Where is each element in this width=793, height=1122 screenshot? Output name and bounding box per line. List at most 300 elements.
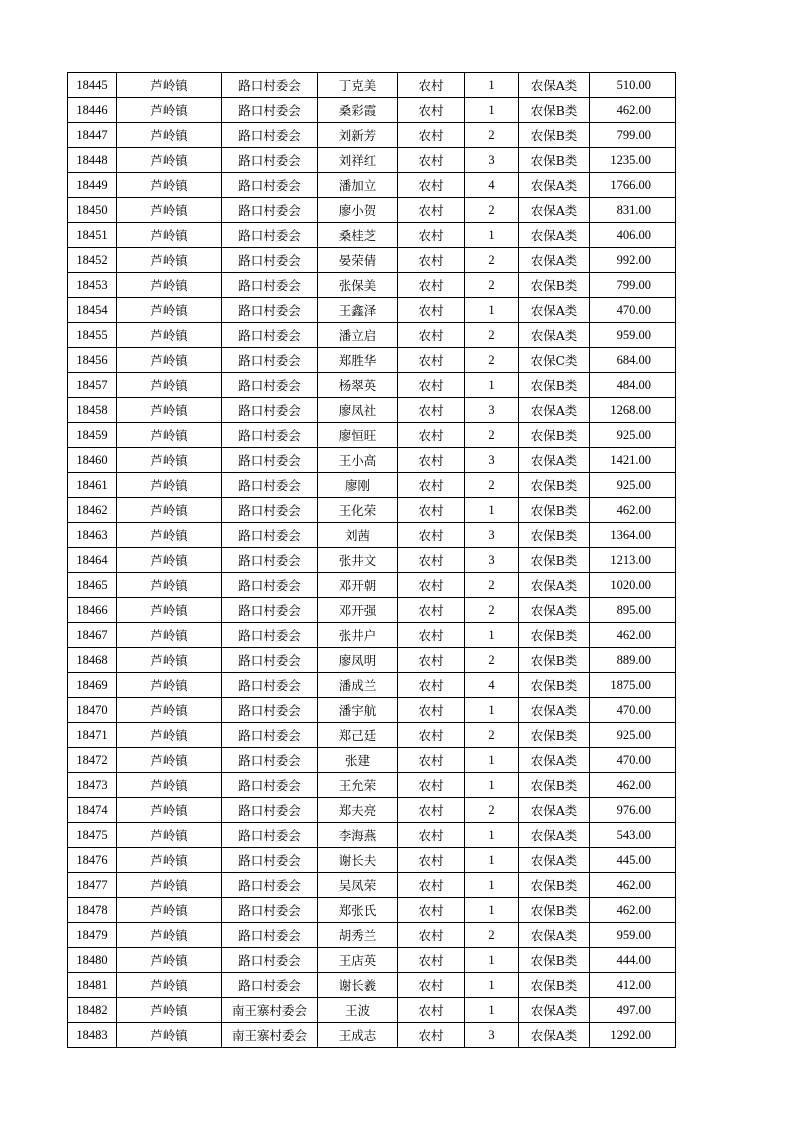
cell-town: 芦岭镇 xyxy=(117,723,222,748)
cell-category: 农保B类 xyxy=(519,473,590,498)
cell-id: 18447 xyxy=(68,123,117,148)
cell-town: 芦岭镇 xyxy=(117,848,222,873)
cell-id: 18475 xyxy=(68,823,117,848)
cell-area: 农村 xyxy=(398,123,465,148)
cell-town: 芦岭镇 xyxy=(117,548,222,573)
cell-area: 农村 xyxy=(398,773,465,798)
cell-town: 芦岭镇 xyxy=(117,973,222,998)
cell-town: 芦岭镇 xyxy=(117,223,222,248)
cell-id: 18462 xyxy=(68,498,117,523)
cell-category: 农保A类 xyxy=(519,923,590,948)
cell-amount: 470.00 xyxy=(590,298,676,323)
cell-count: 3 xyxy=(465,523,519,548)
cell-category: 农保C类 xyxy=(519,348,590,373)
cell-category: 农保B类 xyxy=(519,648,590,673)
cell-amount: 925.00 xyxy=(590,723,676,748)
cell-count: 1 xyxy=(465,748,519,773)
cell-amount: 889.00 xyxy=(590,648,676,673)
cell-category: 农保A类 xyxy=(519,73,590,98)
cell-town: 芦岭镇 xyxy=(117,998,222,1023)
cell-count: 2 xyxy=(465,273,519,298)
cell-amount: 1421.00 xyxy=(590,448,676,473)
cell-amount: 406.00 xyxy=(590,223,676,248)
cell-amount: 1364.00 xyxy=(590,523,676,548)
cell-committee: 路口村委会 xyxy=(222,798,318,823)
cell-name: 王允荣 xyxy=(318,773,398,798)
cell-id: 18453 xyxy=(68,273,117,298)
cell-town: 芦岭镇 xyxy=(117,273,222,298)
table-row xyxy=(68,398,676,423)
cell-category: 农保A类 xyxy=(519,798,590,823)
cell-committee: 路口村委会 xyxy=(222,123,318,148)
cell-name: 丁克美 xyxy=(318,73,398,98)
cell-count: 2 xyxy=(465,648,519,673)
cell-name: 刘新芳 xyxy=(318,123,398,148)
cell-name: 王化荣 xyxy=(318,498,398,523)
cell-amount: 462.00 xyxy=(590,773,676,798)
table-body xyxy=(68,73,676,1048)
cell-category: 农保B类 xyxy=(519,523,590,548)
cell-area: 农村 xyxy=(398,348,465,373)
cell-committee: 路口村委会 xyxy=(222,273,318,298)
cell-name: 王鑫泽 xyxy=(318,298,398,323)
cell-count: 3 xyxy=(465,398,519,423)
cell-area: 农村 xyxy=(398,548,465,573)
cell-area: 农村 xyxy=(398,623,465,648)
cell-town: 芦岭镇 xyxy=(117,773,222,798)
cell-id: 18457 xyxy=(68,373,117,398)
cell-area: 农村 xyxy=(398,448,465,473)
cell-category: 农保A类 xyxy=(519,298,590,323)
cell-name: 张井户 xyxy=(318,623,398,648)
cell-town: 芦岭镇 xyxy=(117,248,222,273)
cell-category: 农保A类 xyxy=(519,173,590,198)
cell-amount: 1268.00 xyxy=(590,398,676,423)
cell-name: 桑彩霞 xyxy=(318,98,398,123)
cell-count: 1 xyxy=(465,973,519,998)
cell-count: 2 xyxy=(465,348,519,373)
cell-town: 芦岭镇 xyxy=(117,648,222,673)
cell-name: 潘成兰 xyxy=(318,673,398,698)
cell-category: 农保A类 xyxy=(519,848,590,873)
cell-town: 芦岭镇 xyxy=(117,823,222,848)
cell-amount: 1875.00 xyxy=(590,673,676,698)
cell-count: 1 xyxy=(465,698,519,723)
cell-town: 芦岭镇 xyxy=(117,1023,222,1048)
cell-name: 张建 xyxy=(318,748,398,773)
cell-town: 芦岭镇 xyxy=(117,898,222,923)
table-row xyxy=(68,473,676,498)
cell-area: 农村 xyxy=(398,223,465,248)
table-row xyxy=(68,923,676,948)
cell-amount: 1020.00 xyxy=(590,573,676,598)
cell-count: 4 xyxy=(465,673,519,698)
cell-name: 郑己廷 xyxy=(318,723,398,748)
cell-amount: 799.00 xyxy=(590,123,676,148)
table-row xyxy=(68,998,676,1023)
cell-id: 18472 xyxy=(68,748,117,773)
cell-amount: 925.00 xyxy=(590,423,676,448)
cell-id: 18464 xyxy=(68,548,117,573)
cell-committee: 路口村委会 xyxy=(222,148,318,173)
cell-town: 芦岭镇 xyxy=(117,498,222,523)
cell-town: 芦岭镇 xyxy=(117,98,222,123)
cell-name: 潘宇航 xyxy=(318,698,398,723)
cell-committee: 路口村委会 xyxy=(222,823,318,848)
cell-town: 芦岭镇 xyxy=(117,348,222,373)
cell-id: 18481 xyxy=(68,973,117,998)
table-row xyxy=(68,148,676,173)
cell-committee: 路口村委会 xyxy=(222,198,318,223)
cell-committee: 路口村委会 xyxy=(222,623,318,648)
cell-town: 芦岭镇 xyxy=(117,373,222,398)
table-row xyxy=(68,523,676,548)
cell-committee: 路口村委会 xyxy=(222,348,318,373)
cell-amount: 1235.00 xyxy=(590,148,676,173)
cell-area: 农村 xyxy=(398,323,465,348)
cell-area: 农村 xyxy=(398,848,465,873)
cell-area: 农村 xyxy=(398,398,465,423)
cell-area: 农村 xyxy=(398,723,465,748)
table-row xyxy=(68,948,676,973)
table-row xyxy=(68,98,676,123)
cell-name: 廖凤社 xyxy=(318,398,398,423)
cell-category: 农保A类 xyxy=(519,998,590,1023)
table-row xyxy=(68,898,676,923)
cell-amount: 462.00 xyxy=(590,98,676,123)
cell-area: 农村 xyxy=(398,948,465,973)
cell-category: 农保A类 xyxy=(519,448,590,473)
table-row xyxy=(68,248,676,273)
cell-name: 王店英 xyxy=(318,948,398,973)
cell-amount: 444.00 xyxy=(590,948,676,973)
cell-count: 1 xyxy=(465,73,519,98)
cell-id: 18483 xyxy=(68,1023,117,1048)
cell-id: 18445 xyxy=(68,73,117,98)
table-row xyxy=(68,223,676,248)
cell-town: 芦岭镇 xyxy=(117,298,222,323)
cell-town: 芦岭镇 xyxy=(117,598,222,623)
cell-category: 农保B类 xyxy=(519,723,590,748)
cell-area: 农村 xyxy=(398,73,465,98)
cell-category: 农保A类 xyxy=(519,398,590,423)
cell-category: 农保A类 xyxy=(519,748,590,773)
table-row xyxy=(68,323,676,348)
cell-area: 农村 xyxy=(398,898,465,923)
cell-name: 张保美 xyxy=(318,273,398,298)
cell-count: 1 xyxy=(465,823,519,848)
cell-amount: 543.00 xyxy=(590,823,676,848)
cell-name: 廖小贺 xyxy=(318,198,398,223)
cell-id: 18461 xyxy=(68,473,117,498)
cell-count: 1 xyxy=(465,898,519,923)
table-row xyxy=(68,673,676,698)
cell-id: 18470 xyxy=(68,698,117,723)
cell-count: 1 xyxy=(465,773,519,798)
table-row xyxy=(68,448,676,473)
cell-category: 农保A类 xyxy=(519,598,590,623)
table-row xyxy=(68,298,676,323)
cell-id: 18452 xyxy=(68,248,117,273)
cell-committee: 路口村委会 xyxy=(222,473,318,498)
cell-committee: 路口村委会 xyxy=(222,598,318,623)
cell-count: 2 xyxy=(465,573,519,598)
cell-count: 1 xyxy=(465,948,519,973)
cell-town: 芦岭镇 xyxy=(117,423,222,448)
cell-id: 18455 xyxy=(68,323,117,348)
table-row xyxy=(68,423,676,448)
cell-committee: 路口村委会 xyxy=(222,698,318,723)
cell-committee: 路口村委会 xyxy=(222,448,318,473)
cell-area: 农村 xyxy=(398,673,465,698)
cell-area: 农村 xyxy=(398,498,465,523)
cell-town: 芦岭镇 xyxy=(117,673,222,698)
cell-town: 芦岭镇 xyxy=(117,173,222,198)
cell-count: 4 xyxy=(465,173,519,198)
cell-name: 潘加立 xyxy=(318,173,398,198)
cell-id: 18482 xyxy=(68,998,117,1023)
cell-count: 2 xyxy=(465,123,519,148)
cell-committee: 路口村委会 xyxy=(222,748,318,773)
cell-area: 农村 xyxy=(398,198,465,223)
cell-committee: 路口村委会 xyxy=(222,423,318,448)
cell-town: 芦岭镇 xyxy=(117,73,222,98)
cell-id: 18449 xyxy=(68,173,117,198)
cell-category: 农保A类 xyxy=(519,698,590,723)
cell-committee: 路口村委会 xyxy=(222,398,318,423)
cell-name: 谢长夫 xyxy=(318,848,398,873)
cell-id: 18480 xyxy=(68,948,117,973)
cell-committee: 路口村委会 xyxy=(222,573,318,598)
cell-amount: 959.00 xyxy=(590,923,676,948)
cell-category: 农保B类 xyxy=(519,973,590,998)
cell-amount: 470.00 xyxy=(590,698,676,723)
cell-count: 2 xyxy=(465,798,519,823)
cell-category: 农保B类 xyxy=(519,373,590,398)
cell-town: 芦岭镇 xyxy=(117,123,222,148)
table-row xyxy=(68,598,676,623)
table-row xyxy=(68,123,676,148)
cell-area: 农村 xyxy=(398,273,465,298)
cell-town: 芦岭镇 xyxy=(117,323,222,348)
cell-name: 桑桂芝 xyxy=(318,223,398,248)
cell-amount: 925.00 xyxy=(590,473,676,498)
cell-committee: 路口村委会 xyxy=(222,773,318,798)
cell-town: 芦岭镇 xyxy=(117,448,222,473)
cell-category: 农保B类 xyxy=(519,873,590,898)
cell-town: 芦岭镇 xyxy=(117,923,222,948)
cell-id: 18454 xyxy=(68,298,117,323)
cell-category: 农保B类 xyxy=(519,898,590,923)
cell-area: 农村 xyxy=(398,173,465,198)
cell-id: 18474 xyxy=(68,798,117,823)
cell-committee: 路口村委会 xyxy=(222,923,318,948)
cell-area: 农村 xyxy=(398,798,465,823)
cell-area: 农村 xyxy=(398,923,465,948)
cell-area: 农村 xyxy=(398,873,465,898)
cell-area: 农村 xyxy=(398,248,465,273)
table-row xyxy=(68,823,676,848)
cell-amount: 1213.00 xyxy=(590,548,676,573)
cell-area: 农村 xyxy=(398,473,465,498)
cell-area: 农村 xyxy=(398,998,465,1023)
cell-category: 农保B类 xyxy=(519,273,590,298)
cell-name: 胡秀兰 xyxy=(318,923,398,948)
cell-committee: 南王寨村委会 xyxy=(222,998,318,1023)
cell-count: 1 xyxy=(465,98,519,123)
cell-name: 谢长羲 xyxy=(318,973,398,998)
cell-count: 3 xyxy=(465,548,519,573)
cell-area: 农村 xyxy=(398,973,465,998)
cell-id: 18460 xyxy=(68,448,117,473)
document-page xyxy=(67,72,676,1048)
cell-amount: 976.00 xyxy=(590,798,676,823)
table-row xyxy=(68,498,676,523)
cell-id: 18459 xyxy=(68,423,117,448)
cell-area: 农村 xyxy=(398,423,465,448)
cell-name: 郑张氏 xyxy=(318,898,398,923)
cell-committee: 路口村委会 xyxy=(222,523,318,548)
cell-category: 农保B类 xyxy=(519,498,590,523)
cell-amount: 484.00 xyxy=(590,373,676,398)
cell-name: 王小高 xyxy=(318,448,398,473)
cell-id: 18466 xyxy=(68,598,117,623)
cell-id: 18446 xyxy=(68,98,117,123)
cell-name: 吴凤荣 xyxy=(318,873,398,898)
cell-area: 农村 xyxy=(398,148,465,173)
table-row xyxy=(68,1023,676,1048)
cell-committee: 路口村委会 xyxy=(222,173,318,198)
cell-category: 农保A类 xyxy=(519,323,590,348)
cell-town: 芦岭镇 xyxy=(117,398,222,423)
cell-id: 18478 xyxy=(68,898,117,923)
cell-area: 农村 xyxy=(398,523,465,548)
cell-id: 18471 xyxy=(68,723,117,748)
cell-amount: 445.00 xyxy=(590,848,676,873)
cell-count: 3 xyxy=(465,148,519,173)
cell-name: 邓开强 xyxy=(318,598,398,623)
cell-count: 1 xyxy=(465,623,519,648)
table-row xyxy=(68,748,676,773)
cell-committee: 路口村委会 xyxy=(222,873,318,898)
cell-category: 农保B类 xyxy=(519,948,590,973)
cell-amount: 462.00 xyxy=(590,498,676,523)
cell-committee: 路口村委会 xyxy=(222,223,318,248)
cell-category: 农保B类 xyxy=(519,98,590,123)
table-row xyxy=(68,773,676,798)
cell-name: 张井文 xyxy=(318,548,398,573)
cell-amount: 1766.00 xyxy=(590,173,676,198)
cell-name: 刘祥红 xyxy=(318,148,398,173)
cell-count: 1 xyxy=(465,373,519,398)
cell-area: 农村 xyxy=(398,373,465,398)
cell-category: 农保B类 xyxy=(519,148,590,173)
cell-amount: 462.00 xyxy=(590,898,676,923)
cell-town: 芦岭镇 xyxy=(117,573,222,598)
cell-area: 农村 xyxy=(398,598,465,623)
cell-category: 农保B类 xyxy=(519,773,590,798)
cell-count: 1 xyxy=(465,498,519,523)
cell-area: 农村 xyxy=(398,648,465,673)
cell-count: 1 xyxy=(465,873,519,898)
cell-name: 邓开朝 xyxy=(318,573,398,598)
cell-town: 芦岭镇 xyxy=(117,148,222,173)
cell-id: 18451 xyxy=(68,223,117,248)
cell-name: 郑胜华 xyxy=(318,348,398,373)
cell-amount: 959.00 xyxy=(590,323,676,348)
cell-committee: 路口村委会 xyxy=(222,848,318,873)
cell-area: 农村 xyxy=(398,573,465,598)
table-row xyxy=(68,348,676,373)
cell-category: 农保A类 xyxy=(519,198,590,223)
cell-committee: 路口村委会 xyxy=(222,898,318,923)
table-row xyxy=(68,198,676,223)
cell-committee: 路口村委会 xyxy=(222,973,318,998)
table-row xyxy=(68,848,676,873)
cell-count: 2 xyxy=(465,598,519,623)
cell-amount: 1292.00 xyxy=(590,1023,676,1048)
table-row xyxy=(68,798,676,823)
cell-committee: 路口村委会 xyxy=(222,298,318,323)
cell-amount: 799.00 xyxy=(590,273,676,298)
cell-count: 1 xyxy=(465,998,519,1023)
cell-count: 2 xyxy=(465,923,519,948)
cell-amount: 462.00 xyxy=(590,873,676,898)
cell-area: 农村 xyxy=(398,98,465,123)
table-row xyxy=(68,973,676,998)
cell-id: 18467 xyxy=(68,623,117,648)
cell-name: 廖恒旺 xyxy=(318,423,398,448)
cell-count: 1 xyxy=(465,848,519,873)
data-table xyxy=(67,72,676,1048)
cell-id: 18448 xyxy=(68,148,117,173)
cell-town: 芦岭镇 xyxy=(117,198,222,223)
cell-amount: 510.00 xyxy=(590,73,676,98)
cell-town: 芦岭镇 xyxy=(117,523,222,548)
cell-amount: 497.00 xyxy=(590,998,676,1023)
cell-town: 芦岭镇 xyxy=(117,748,222,773)
cell-area: 农村 xyxy=(398,298,465,323)
table-row xyxy=(68,173,676,198)
cell-name: 郑夫亮 xyxy=(318,798,398,823)
cell-category: 农保A类 xyxy=(519,223,590,248)
table-row xyxy=(68,723,676,748)
cell-committee: 路口村委会 xyxy=(222,498,318,523)
cell-amount: 684.00 xyxy=(590,348,676,373)
cell-count: 2 xyxy=(465,198,519,223)
cell-category: 农保A类 xyxy=(519,573,590,598)
cell-amount: 831.00 xyxy=(590,198,676,223)
cell-id: 18465 xyxy=(68,573,117,598)
cell-count: 3 xyxy=(465,448,519,473)
cell-name: 潘立启 xyxy=(318,323,398,348)
table-row xyxy=(68,623,676,648)
cell-name: 晏荣倩 xyxy=(318,248,398,273)
cell-category: 农保A类 xyxy=(519,823,590,848)
table-row xyxy=(68,873,676,898)
cell-area: 农村 xyxy=(398,1023,465,1048)
cell-id: 18468 xyxy=(68,648,117,673)
cell-category: 农保B类 xyxy=(519,123,590,148)
cell-count: 2 xyxy=(465,423,519,448)
cell-category: 农保B类 xyxy=(519,673,590,698)
cell-amount: 462.00 xyxy=(590,623,676,648)
cell-count: 3 xyxy=(465,1023,519,1048)
cell-town: 芦岭镇 xyxy=(117,623,222,648)
cell-count: 2 xyxy=(465,323,519,348)
cell-count: 1 xyxy=(465,223,519,248)
cell-amount: 895.00 xyxy=(590,598,676,623)
